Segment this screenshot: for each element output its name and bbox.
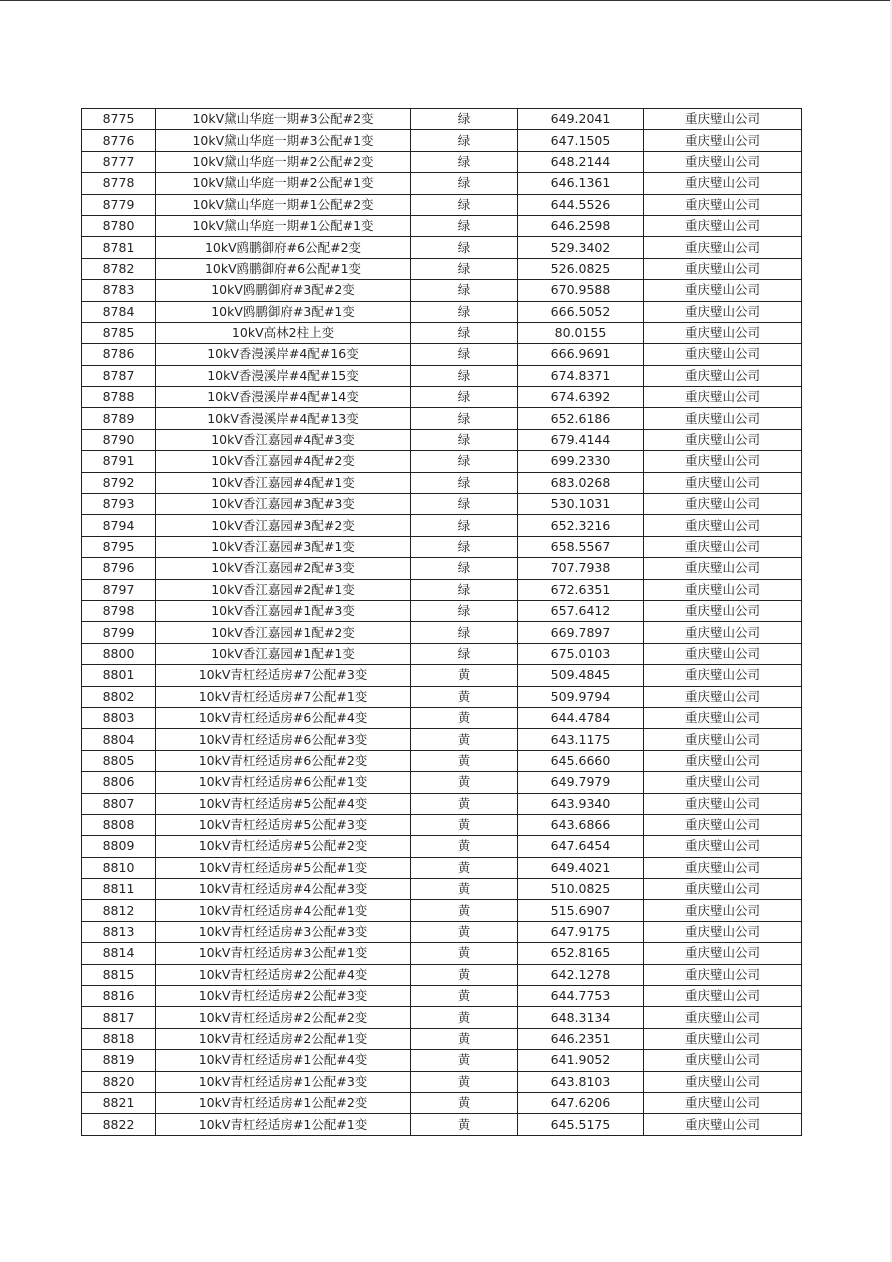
row-id-cell: 8786: [82, 344, 156, 365]
company-cell: 重庆璧山公司: [644, 451, 802, 472]
table-row: [82, 579, 802, 600]
row-id-cell: 8791: [82, 451, 156, 472]
row-id-cell: 8775: [82, 109, 156, 130]
value-cell: 644.5526: [518, 194, 644, 215]
transformer-name-cell: 10kV青杠经适房#4公配#3变: [156, 879, 411, 900]
table-row: [82, 215, 802, 236]
value-cell: 510.0825: [518, 879, 644, 900]
row-id-cell: 8816: [82, 986, 156, 1007]
row-id-cell: 8777: [82, 151, 156, 172]
status-cell: 绿: [411, 600, 518, 621]
company-cell: 重庆璧山公司: [644, 194, 802, 215]
company-cell: 重庆璧山公司: [644, 1028, 802, 1049]
transformer-name-cell: 10kV青杠经适房#6公配#3变: [156, 729, 411, 750]
row-id-cell: 8810: [82, 857, 156, 878]
table-row: [82, 943, 802, 964]
value-cell: 674.8371: [518, 365, 644, 386]
row-id-cell: 8809: [82, 836, 156, 857]
table-row: [82, 558, 802, 579]
company-cell: 重庆璧山公司: [644, 622, 802, 643]
company-cell: 重庆璧山公司: [644, 900, 802, 921]
transformer-name-cell: 10kV青杠经适房#7公配#1变: [156, 686, 411, 707]
transformer-name-cell: 10kV香漫溪岸#4配#16变: [156, 344, 411, 365]
company-cell: 重庆璧山公司: [644, 322, 802, 343]
table-row: [82, 836, 802, 857]
status-cell: 绿: [411, 237, 518, 258]
row-id-cell: 8796: [82, 558, 156, 579]
transformer-name-cell: 10kV青杠经适房#7公配#3变: [156, 665, 411, 686]
row-id-cell: 8798: [82, 600, 156, 621]
transformer-name-cell: 10kV青杠经适房#1公配#3变: [156, 1071, 411, 1092]
table-row: [82, 900, 802, 921]
status-cell: 绿: [411, 622, 518, 643]
transformer-name-cell: 10kV青杠经适房#3公配#3变: [156, 921, 411, 942]
status-cell: 绿: [411, 579, 518, 600]
value-cell: 679.4144: [518, 429, 644, 450]
value-cell: 666.9691: [518, 344, 644, 365]
transformer-name-cell: 10kV黛山华庭一期#1公配#2变: [156, 194, 411, 215]
status-cell: 黄: [411, 1071, 518, 1092]
transformer-name-cell: 10kV青杠经适房#4公配#1变: [156, 900, 411, 921]
transformer-name-cell: 10kV青杠经适房#1公配#1变: [156, 1114, 411, 1135]
transformer-name-cell: 10kV鸥鹏御府#6公配#2变: [156, 237, 411, 258]
table-row: [82, 921, 802, 942]
value-cell: 509.9794: [518, 686, 644, 707]
transformer-name-cell: 10kV香江嘉园#1配#2变: [156, 622, 411, 643]
table-row: [82, 622, 802, 643]
company-cell: 重庆璧山公司: [644, 387, 802, 408]
value-cell: 643.9340: [518, 793, 644, 814]
company-cell: 重庆璧山公司: [644, 237, 802, 258]
status-cell: 绿: [411, 151, 518, 172]
row-id-cell: 8782: [82, 258, 156, 279]
transformer-name-cell: 10kV香江嘉园#3配#3变: [156, 494, 411, 515]
table-row: [82, 408, 802, 429]
value-cell: 647.9175: [518, 921, 644, 942]
company-cell: 重庆璧山公司: [644, 408, 802, 429]
row-id-cell: 8778: [82, 173, 156, 194]
status-cell: 绿: [411, 472, 518, 493]
transformer-name-cell: 10kV香江嘉园#4配#1变: [156, 472, 411, 493]
table-row: [82, 750, 802, 771]
status-cell: 绿: [411, 558, 518, 579]
transformer-name-cell: 10kV青杠经适房#2公配#2变: [156, 1007, 411, 1028]
status-cell: 绿: [411, 301, 518, 322]
row-id-cell: 8785: [82, 322, 156, 343]
table-row: [82, 1092, 802, 1113]
transformer-name-cell: 10kV香漫溪岸#4配#14变: [156, 387, 411, 408]
value-cell: 643.8103: [518, 1071, 644, 1092]
transformer-name-cell: 10kV青杠经适房#1公配#2变: [156, 1092, 411, 1113]
transformer-name-cell: 10kV香江嘉园#2配#1变: [156, 579, 411, 600]
company-cell: 重庆璧山公司: [644, 665, 802, 686]
table-row: [82, 707, 802, 728]
table-row: [82, 793, 802, 814]
table-row: [82, 194, 802, 215]
company-cell: 重庆璧山公司: [644, 857, 802, 878]
company-cell: 重庆璧山公司: [644, 130, 802, 151]
row-id-cell: 8811: [82, 879, 156, 900]
transformer-name-cell: 10kV青杠经适房#2公配#4变: [156, 964, 411, 985]
status-cell: 黄: [411, 964, 518, 985]
value-cell: 647.6454: [518, 836, 644, 857]
transformer-table: [81, 108, 802, 1136]
company-cell: 重庆璧山公司: [644, 173, 802, 194]
value-cell: 670.9588: [518, 280, 644, 301]
table-row: [82, 857, 802, 878]
row-id-cell: 8792: [82, 472, 156, 493]
company-cell: 重庆璧山公司: [644, 814, 802, 835]
status-cell: 黄: [411, 900, 518, 921]
row-id-cell: 8779: [82, 194, 156, 215]
company-cell: 重庆璧山公司: [644, 772, 802, 793]
company-cell: 重庆璧山公司: [644, 921, 802, 942]
table-row: [82, 600, 802, 621]
value-cell: 530.1031: [518, 494, 644, 515]
transformer-name-cell: 10kV黛山华庭一期#3公配#2变: [156, 109, 411, 130]
row-id-cell: 8821: [82, 1092, 156, 1113]
row-id-cell: 8806: [82, 772, 156, 793]
row-id-cell: 8815: [82, 964, 156, 985]
transformer-name-cell: 10kV青杠经适房#2公配#3变: [156, 986, 411, 1007]
table-row: [82, 643, 802, 664]
company-cell: 重庆璧山公司: [644, 1092, 802, 1113]
value-cell: 652.3216: [518, 515, 644, 536]
table-row: [82, 879, 802, 900]
transformer-name-cell: 10kV青杠经适房#6公配#2变: [156, 750, 411, 771]
row-id-cell: 8799: [82, 622, 156, 643]
value-cell: 699.2330: [518, 451, 644, 472]
row-id-cell: 8822: [82, 1114, 156, 1135]
value-cell: 652.6186: [518, 408, 644, 429]
company-cell: 重庆璧山公司: [644, 558, 802, 579]
row-id-cell: 8781: [82, 237, 156, 258]
row-id-cell: 8813: [82, 921, 156, 942]
row-id-cell: 8819: [82, 1050, 156, 1071]
table-row: [82, 173, 802, 194]
value-cell: 529.3402: [518, 237, 644, 258]
status-cell: 黄: [411, 729, 518, 750]
transformer-name-cell: 10kV黛山华庭一期#1公配#1变: [156, 215, 411, 236]
transformer-name-cell: 10kV香江嘉园#1配#1变: [156, 643, 411, 664]
status-cell: 黄: [411, 814, 518, 835]
table-row: [82, 1071, 802, 1092]
transformer-name-cell: 10kV黛山华庭一期#3公配#1变: [156, 130, 411, 151]
row-id-cell: 8803: [82, 707, 156, 728]
status-cell: 黄: [411, 879, 518, 900]
row-id-cell: 8808: [82, 814, 156, 835]
transformer-name-cell: 10kV香江嘉园#3配#2变: [156, 515, 411, 536]
company-cell: 重庆璧山公司: [644, 643, 802, 664]
company-cell: 重庆璧山公司: [644, 600, 802, 621]
value-cell: 80.0155: [518, 322, 644, 343]
company-cell: 重庆璧山公司: [644, 579, 802, 600]
transformer-name-cell: 10kV青杠经适房#3公配#1变: [156, 943, 411, 964]
row-id-cell: 8812: [82, 900, 156, 921]
status-cell: 绿: [411, 365, 518, 386]
status-cell: 黄: [411, 921, 518, 942]
company-cell: 重庆璧山公司: [644, 986, 802, 1007]
table-row: [82, 344, 802, 365]
company-cell: 重庆璧山公司: [644, 151, 802, 172]
company-cell: 重庆璧山公司: [644, 365, 802, 386]
transformer-name-cell: 10kV青杠经适房#5公配#2变: [156, 836, 411, 857]
table-row: [82, 536, 802, 557]
value-cell: 644.4784: [518, 707, 644, 728]
transformer-name-cell: 10kV高林2柱上变: [156, 322, 411, 343]
table-row: [82, 494, 802, 515]
status-cell: 绿: [411, 387, 518, 408]
value-cell: 526.0825: [518, 258, 644, 279]
table-row: [82, 814, 802, 835]
row-id-cell: 8807: [82, 793, 156, 814]
status-cell: 黄: [411, 1028, 518, 1049]
value-cell: 649.7979: [518, 772, 644, 793]
status-cell: 黄: [411, 1007, 518, 1028]
transformer-name-cell: 10kV青杠经适房#1公配#4变: [156, 1050, 411, 1071]
status-cell: 黄: [411, 707, 518, 728]
status-cell: 绿: [411, 494, 518, 515]
value-cell: 642.1278: [518, 964, 644, 985]
row-id-cell: 8788: [82, 387, 156, 408]
value-cell: 669.7897: [518, 622, 644, 643]
company-cell: 重庆璧山公司: [644, 344, 802, 365]
value-cell: 672.6351: [518, 579, 644, 600]
row-id-cell: 8789: [82, 408, 156, 429]
status-cell: 绿: [411, 194, 518, 215]
value-cell: 515.6907: [518, 900, 644, 921]
row-id-cell: 8795: [82, 536, 156, 557]
status-cell: 绿: [411, 258, 518, 279]
company-cell: 重庆璧山公司: [644, 1050, 802, 1071]
company-cell: 重庆璧山公司: [644, 215, 802, 236]
table-row: [82, 429, 802, 450]
table-row: [82, 729, 802, 750]
value-cell: 509.4845: [518, 665, 644, 686]
status-cell: 绿: [411, 429, 518, 450]
status-cell: 绿: [411, 215, 518, 236]
table-row: [82, 772, 802, 793]
company-cell: 重庆璧山公司: [644, 836, 802, 857]
transformer-name-cell: 10kV黛山华庭一期#2公配#1变: [156, 173, 411, 194]
company-cell: 重庆璧山公司: [644, 1071, 802, 1092]
transformer-name-cell: 10kV青杠经适房#6公配#1变: [156, 772, 411, 793]
table-row: [82, 1028, 802, 1049]
transformer-name-cell: 10kV香江嘉园#3配#1变: [156, 536, 411, 557]
company-cell: 重庆璧山公司: [644, 943, 802, 964]
status-cell: 绿: [411, 451, 518, 472]
table-row: [82, 301, 802, 322]
value-cell: 645.5175: [518, 1114, 644, 1135]
status-cell: 绿: [411, 280, 518, 301]
row-id-cell: 8805: [82, 750, 156, 771]
value-cell: 707.7938: [518, 558, 644, 579]
status-cell: 黄: [411, 986, 518, 1007]
value-cell: 646.1361: [518, 173, 644, 194]
status-cell: 黄: [411, 836, 518, 857]
value-cell: 646.2598: [518, 215, 644, 236]
row-id-cell: 8793: [82, 494, 156, 515]
value-cell: 674.6392: [518, 387, 644, 408]
company-cell: 重庆璧山公司: [644, 515, 802, 536]
transformer-name-cell: 10kV青杠经适房#2公配#1变: [156, 1028, 411, 1049]
row-id-cell: 8802: [82, 686, 156, 707]
status-cell: 黄: [411, 750, 518, 771]
table-row: [82, 151, 802, 172]
row-id-cell: 8783: [82, 280, 156, 301]
status-cell: 黄: [411, 793, 518, 814]
table-row: [82, 665, 802, 686]
status-cell: 绿: [411, 173, 518, 194]
page-top-border: [0, 0, 892, 1]
value-cell: 646.2351: [518, 1028, 644, 1049]
transformer-name-cell: 10kV香漫溪岸#4配#13变: [156, 408, 411, 429]
table-row: [82, 1114, 802, 1135]
transformer-name-cell: 10kV青杠经适房#5公配#1变: [156, 857, 411, 878]
company-cell: 重庆璧山公司: [644, 258, 802, 279]
status-cell: 绿: [411, 344, 518, 365]
status-cell: 黄: [411, 665, 518, 686]
value-cell: 675.0103: [518, 643, 644, 664]
status-cell: 绿: [411, 515, 518, 536]
company-cell: 重庆璧山公司: [644, 750, 802, 771]
transformer-name-cell: 10kV青杠经适房#5公配#4变: [156, 793, 411, 814]
value-cell: 641.9052: [518, 1050, 644, 1071]
status-cell: 绿: [411, 536, 518, 557]
value-cell: 643.6866: [518, 814, 644, 835]
company-cell: 重庆璧山公司: [644, 686, 802, 707]
company-cell: 重庆璧山公司: [644, 109, 802, 130]
value-cell: 683.0268: [518, 472, 644, 493]
status-cell: 黄: [411, 1114, 518, 1135]
transformer-name-cell: 10kV青杠经适房#6公配#4变: [156, 707, 411, 728]
table-body: [82, 109, 802, 1136]
table-row: [82, 686, 802, 707]
row-id-cell: 8804: [82, 729, 156, 750]
value-cell: 657.6412: [518, 600, 644, 621]
transformer-name-cell: 10kV鸥鹏御府#3配#1变: [156, 301, 411, 322]
value-cell: 644.7753: [518, 986, 644, 1007]
table-row: [82, 387, 802, 408]
row-id-cell: 8797: [82, 579, 156, 600]
company-cell: 重庆璧山公司: [644, 280, 802, 301]
table-row: [82, 515, 802, 536]
table-row: [82, 322, 802, 343]
table-row: [82, 237, 802, 258]
company-cell: 重庆璧山公司: [644, 964, 802, 985]
transformer-name-cell: 10kV香江嘉园#4配#3变: [156, 429, 411, 450]
row-id-cell: 8776: [82, 130, 156, 151]
status-cell: 黄: [411, 857, 518, 878]
transformer-name-cell: 10kV香江嘉园#1配#3变: [156, 600, 411, 621]
company-cell: 重庆璧山公司: [644, 301, 802, 322]
status-cell: 绿: [411, 130, 518, 151]
table-row: [82, 986, 802, 1007]
value-cell: 649.2041: [518, 109, 644, 130]
table-row: [82, 1050, 802, 1071]
row-id-cell: 8790: [82, 429, 156, 450]
value-cell: 647.1505: [518, 130, 644, 151]
company-cell: 重庆璧山公司: [644, 1007, 802, 1028]
company-cell: 重庆璧山公司: [644, 793, 802, 814]
company-cell: 重庆璧山公司: [644, 879, 802, 900]
row-id-cell: 8787: [82, 365, 156, 386]
table-row: [82, 472, 802, 493]
table-row: [82, 130, 802, 151]
status-cell: 黄: [411, 943, 518, 964]
value-cell: 645.6660: [518, 750, 644, 771]
row-id-cell: 8818: [82, 1028, 156, 1049]
table-row: [82, 365, 802, 386]
company-cell: 重庆璧山公司: [644, 472, 802, 493]
row-id-cell: 8817: [82, 1007, 156, 1028]
status-cell: 绿: [411, 109, 518, 130]
status-cell: 黄: [411, 1092, 518, 1113]
value-cell: 648.2144: [518, 151, 644, 172]
row-id-cell: 8801: [82, 665, 156, 686]
transformer-name-cell: 10kV黛山华庭一期#2公配#2变: [156, 151, 411, 172]
value-cell: 649.4021: [518, 857, 644, 878]
row-id-cell: 8814: [82, 943, 156, 964]
table-row: [82, 280, 802, 301]
row-id-cell: 8794: [82, 515, 156, 536]
value-cell: 648.3134: [518, 1007, 644, 1028]
transformer-name-cell: 10kV香江嘉园#4配#2变: [156, 451, 411, 472]
value-cell: 647.6206: [518, 1092, 644, 1113]
value-cell: 643.1175: [518, 729, 644, 750]
value-cell: 658.5567: [518, 536, 644, 557]
company-cell: 重庆璧山公司: [644, 429, 802, 450]
row-id-cell: 8784: [82, 301, 156, 322]
value-cell: 652.8165: [518, 943, 644, 964]
transformer-name-cell: 10kV香漫溪岸#4配#15变: [156, 365, 411, 386]
status-cell: 黄: [411, 686, 518, 707]
company-cell: 重庆璧山公司: [644, 536, 802, 557]
transformer-name-cell: 10kV香江嘉园#2配#3变: [156, 558, 411, 579]
company-cell: 重庆璧山公司: [644, 1114, 802, 1135]
status-cell: 黄: [411, 1050, 518, 1071]
value-cell: 666.5052: [518, 301, 644, 322]
row-id-cell: 8820: [82, 1071, 156, 1092]
company-cell: 重庆璧山公司: [644, 729, 802, 750]
table-row: [82, 1007, 802, 1028]
table-row: [82, 258, 802, 279]
transformer-name-cell: 10kV鸥鹏御府#3配#2变: [156, 280, 411, 301]
company-cell: 重庆璧山公司: [644, 707, 802, 728]
status-cell: 绿: [411, 643, 518, 664]
row-id-cell: 8780: [82, 215, 156, 236]
row-id-cell: 8800: [82, 643, 156, 664]
transformer-name-cell: 10kV青杠经适房#5公配#3变: [156, 814, 411, 835]
company-cell: 重庆璧山公司: [644, 494, 802, 515]
table-row: [82, 451, 802, 472]
status-cell: 绿: [411, 322, 518, 343]
table-row: [82, 109, 802, 130]
transformer-name-cell: 10kV鸥鹏御府#6公配#1变: [156, 258, 411, 279]
status-cell: 绿: [411, 408, 518, 429]
table-row: [82, 964, 802, 985]
status-cell: 黄: [411, 772, 518, 793]
